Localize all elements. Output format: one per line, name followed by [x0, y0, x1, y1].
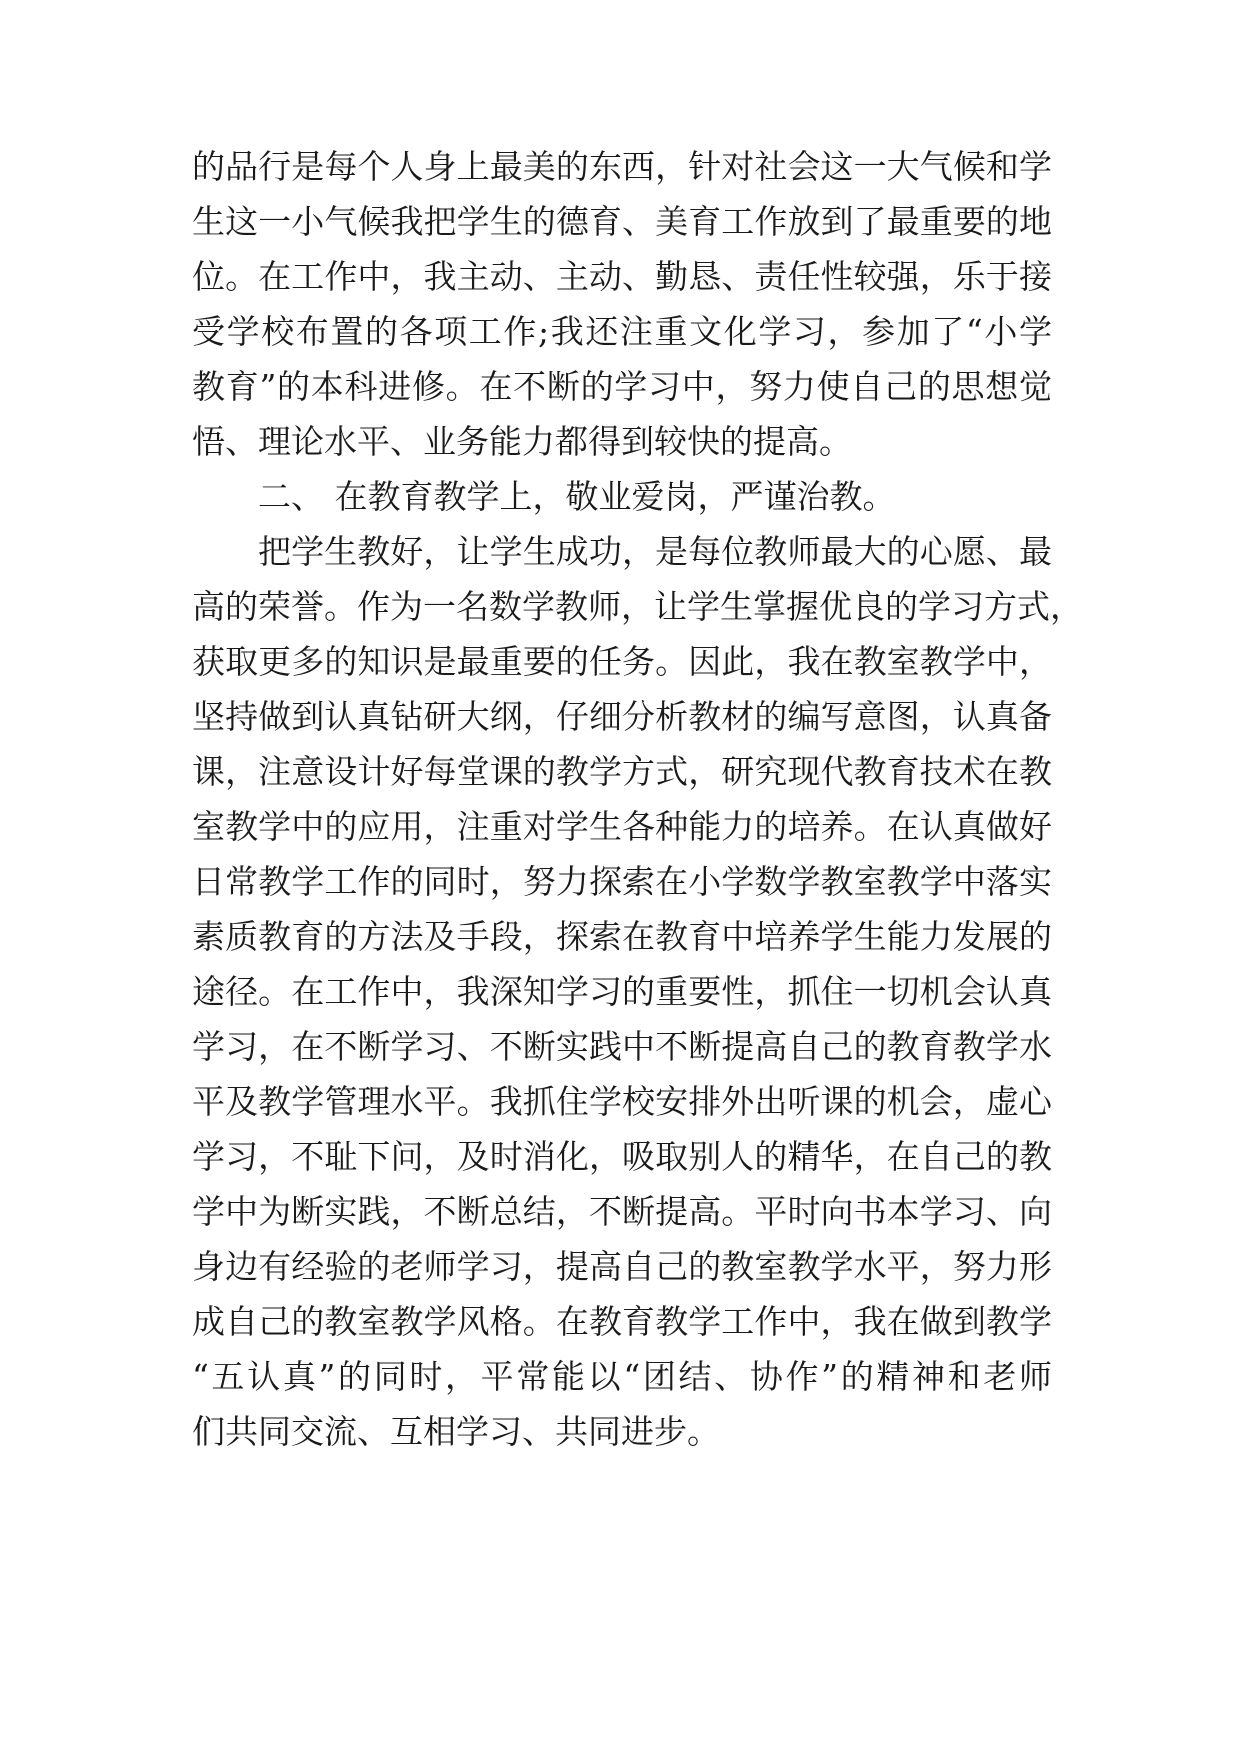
text-line: 成自己的教室教学风格。在教育教学工作中，我在做到教学	[192, 1302, 1052, 1341]
text-line: 教育”的本科进修。在不断的学习中，努力使自己的思想觉	[192, 367, 1052, 406]
text-line: 位。在工作中，我主动、主动、勤恳、责任性较强，乐于接	[192, 257, 1052, 296]
text-line: 日常教学工作的同时，努力探索在小学数学教室教学中落实	[192, 862, 1052, 901]
text-line: 受学校布置的各项工作;我还注重文化学习，参加了“小学	[192, 312, 1052, 351]
text-line: 获取更多的知识是最重要的任务。因此，我在教室教学中，	[192, 642, 1052, 681]
text-line: 悟、理论水平、业务能力都得到较快的提高。	[192, 422, 852, 461]
text-line: 高的荣誉。作为一名数学教师，让学生掌握优良的学习方式，	[192, 587, 1083, 626]
text-line: 平及教学管理水平。我抓住学校安排外出听课的机会，虚心	[192, 1082, 1052, 1121]
text-line: 途径。在工作中，我深知学习的重要性，抓住一切机会认真	[192, 972, 1052, 1011]
text-line: 素质教育的方法及手段，探索在教育中培养学生能力发展的	[192, 917, 1052, 956]
text-line: 们共同交流、互相学习、共同进步。	[192, 1412, 720, 1451]
text-line: 课，注意设计好每堂课的教学方式，研究现代教育技术在教	[192, 752, 1052, 791]
text-line: 坚持做到认真钻研大纲，仔细分析教材的编写意图，认真备	[192, 697, 1052, 736]
text-line: 学习，不耻下问，及时消化，吸取别人的精华，在自己的教	[192, 1137, 1052, 1176]
text-line: 学习，在不断学习、不断实践中不断提高自己的教育教学水	[192, 1027, 1052, 1066]
text-line: 室教学中的应用，注重对学生各种能力的培养。在认真做好	[192, 807, 1052, 846]
text-line: 的品行是每个人身上最美的东西，针对社会这一大气候和学	[192, 147, 1052, 186]
text-line: 身边有经验的老师学习，提高自己的教室教学水平，努力形	[192, 1247, 1052, 1286]
text-line: 把学生教好，让学生成功，是每位教师最大的心愿、最	[258, 532, 1052, 571]
text-line: “五认真”的同时，平常能以“团结、协作”的精神和老师	[192, 1357, 1052, 1396]
text-line: 生这一小气候我把学生的德育、美育工作放到了最重要的地	[192, 202, 1052, 241]
section-heading-two: 二、 在教育教学上，敬业爱岗，严谨治教。	[258, 477, 896, 516]
text-line: 学中为断实践，不断总结，不断提高。平时向书本学习、向	[192, 1192, 1052, 1231]
